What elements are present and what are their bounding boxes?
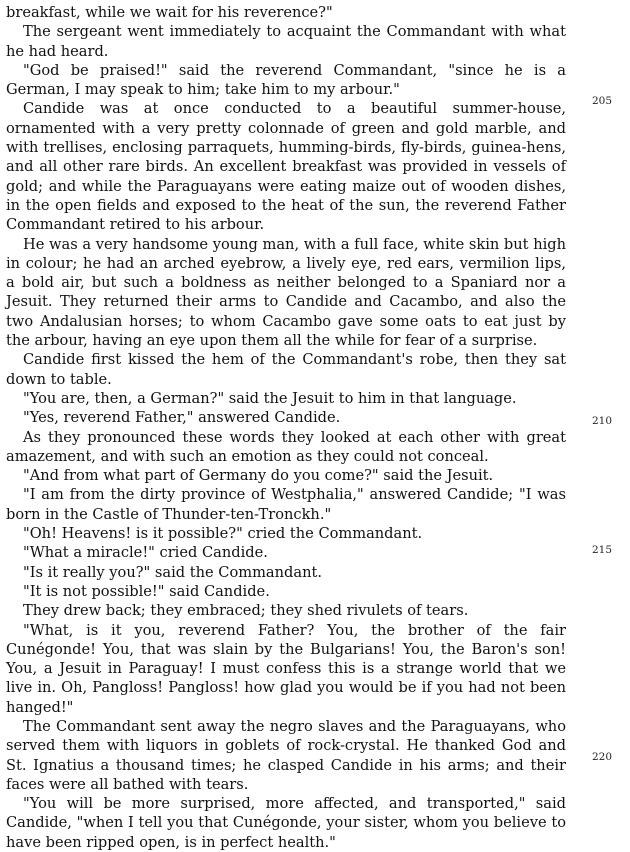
paragraph: The sergeant went immediately to acquaint the Commandant with what he had heard. — [6, 23, 566, 60]
paragraph: "Is it really you?" said the Commandant. — [23, 563, 322, 581]
line-number: 210 — [592, 415, 613, 427]
paragraph: "You will be more surprised, more affected, and transported," said Candide, "when I tell you that Cunégonde, your sister, whom you believe to have been ripped open, is in perfect health." — [6, 795, 566, 851]
paragraph: "I am from the dirty province of Westphalia," answered Candide; "I was born in the Castle of Thunder-ten-Tronckh." — [6, 486, 566, 523]
paragraph: "Oh! Heavens! is it possible?" cried the Commandant. — [23, 525, 423, 543]
paragraph: "What, is it you, reverend Father? You, the brother of the fair Cunégonde! You, that was slain by the Bulgarians! You, the Baron's son! You, a Jesuit in Paraguay! I must confess this is a strange world that we live in. Oh, Pangloss! Pangloss! how glad you would be if you had not been hanged!" — [6, 621, 566, 716]
paragraph: They drew back; they embraced; they shed rivulets of tears. — [23, 602, 469, 620]
paragraph: "It is not possible!" said Candide. — [23, 582, 270, 600]
paragraph: "What a miracle!" cried Candide. — [23, 544, 268, 562]
body-text — [6, 3, 566, 852]
line-number: 220 — [592, 751, 613, 763]
line-number: 205 — [592, 95, 613, 107]
paragraph: "Yes, reverend Father," answered Candide. — [23, 409, 341, 427]
paragraph: The Commandant sent away the negro slaves and the Paraguayans, who served them with liquors in goblets of rock-crystal. He thanked God and St. Ignatius a thousand times; he clasped Candide in his arms; and their faces were all bathed with tears. — [6, 717, 566, 793]
paragraph: breakfast, while we wait for his reverence?" — [6, 4, 333, 21]
paragraph: "God be praised!" said the reverend Commandant, "since he is a German, I may speak to him; take him to my arbour." — [6, 61, 566, 99]
paragraph: "You are, then, a German?" said the Jesuit to him in that language. — [23, 389, 517, 407]
paragraph: "And from what part of Germany do you come?" said the Jesuit. — [23, 467, 494, 485]
line-number: 215 — [592, 544, 613, 556]
paragraph: Candide was at once conducted to a beautiful summer-house, ornamented with a very pretty colonnade of green and gold marble, and with trellises, enclosing parraquets, humming-birds, fly-birds, guinea-hens, and all other rare birds. An excellent breakfast was provided in vessels of gold; and while the Paraguayans were eating maize out of wooden dishes, in the open fields and exposed to the heat of the sun, the reverend Father Commandant retired to his arbour. — [6, 100, 566, 234]
paragraph: As they pronounced these words they looked at each other with great amazement, and with such an emotion as they could not conceal. — [6, 428, 566, 465]
paragraph: Candide first kissed the hem of the Commandant's robe, then they sat down to table. — [6, 351, 566, 388]
paragraph: He was a very handsome young man, with a full face, white skin but high in colour; he had an arched eyebrow, a lively eye, red ears, vermilion lips, a bold air, but such a boldness as neither belonged to a Spaniard nor a Jesuit. They returned their arms to Candide and Cacambo, and also the two Andalusian horses; to whom Cacambo gave some oats to eat just by the arbour, having an eye upon them all the while for fear of a surprise. — [6, 235, 566, 350]
